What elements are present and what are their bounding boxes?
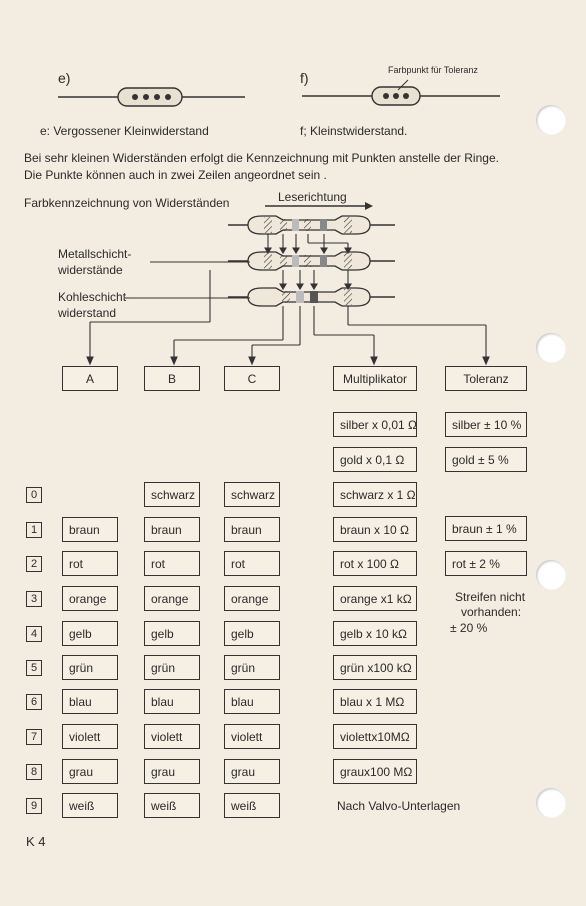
tol-gold: gold ± 5 % — [445, 447, 527, 472]
cell-a: grün — [62, 655, 118, 680]
digit-box: 9 — [26, 798, 42, 814]
digit-box: 4 — [26, 626, 42, 642]
digit-box: 2 — [26, 556, 42, 572]
cell-a: weiß — [62, 793, 118, 818]
streifen-line-3: ± 20 % — [450, 621, 488, 635]
tol-silber: silber ± 10 % — [445, 412, 527, 437]
carbon-resistor — [228, 288, 395, 306]
metall-label-1: Metallschicht- — [58, 247, 132, 261]
cell-mult: blau x 1 MΩ — [333, 689, 417, 714]
header-c: C — [224, 366, 280, 391]
cell-a: rot — [62, 551, 118, 576]
small-resistor-f — [302, 80, 500, 105]
cell-mult: braun x 10 Ω — [333, 517, 417, 542]
cell-b: rot — [144, 551, 200, 576]
small-resistor-e — [58, 88, 245, 106]
cell-a: orange — [62, 586, 118, 611]
paragraph-line-2: Die Punkte können auch in zwei Zeilen angeordnet sein . — [24, 168, 327, 182]
page-label: K 4 — [26, 834, 46, 849]
farbpunkt-label: Farbpunkt für Toleranz — [388, 65, 478, 75]
metall-label-2: widerstände — [58, 263, 123, 277]
mult-silber: silber x 0,01 Ω — [333, 412, 417, 437]
source-note: Nach Valvo-Unterlagen — [337, 799, 461, 813]
metal-resistor-2 — [228, 252, 395, 270]
cell-mult: graux100 MΩ — [333, 759, 417, 784]
header-toleranz: Toleranz — [445, 366, 527, 391]
cell-c: violett — [224, 724, 280, 749]
cell-b: braun — [144, 517, 200, 542]
cell-b: weiß — [144, 793, 200, 818]
digit-box: 1 — [26, 522, 42, 538]
cell-mult: orange x1 kΩ — [333, 586, 417, 611]
cell-a: blau — [62, 689, 118, 714]
cell-b: grün — [144, 655, 200, 680]
digit-box: 0 — [26, 487, 42, 503]
mult-gold: gold x 0,1 Ω — [333, 447, 417, 472]
cell-mult: violettx10MΩ — [333, 724, 417, 749]
cell-c: grün — [224, 655, 280, 680]
cell-c: braun — [224, 517, 280, 542]
cell-c: grau — [224, 759, 280, 784]
metal-resistor-1 — [228, 216, 395, 234]
paragraph-line-1: Bei sehr kleinen Widerständen erfolgt die Kennzeichnung mit Punkten anstelle der Ringe. — [24, 151, 499, 165]
digit-box: 8 — [26, 764, 42, 780]
leserichtung-label: Leserichtung — [278, 190, 347, 204]
digit-box: 6 — [26, 694, 42, 710]
label-f: f) — [300, 70, 309, 86]
cell-mult: gelb x 10 kΩ — [333, 621, 417, 646]
cell-mult: schwarz x 1 Ω — [333, 482, 417, 507]
cell-a: grau — [62, 759, 118, 784]
cell-c: rot — [224, 551, 280, 576]
cell-b: gelb — [144, 621, 200, 646]
kohle-label-1: Kohleschicht- — [58, 290, 131, 304]
streifen-line-2: vorhanden: — [461, 605, 522, 619]
header-b: B — [144, 366, 200, 391]
cell-b: schwarz — [144, 482, 200, 507]
cell-c: blau — [224, 689, 280, 714]
cell-b: grau — [144, 759, 200, 784]
connector-lines — [87, 270, 489, 364]
cell-c: weiß — [224, 793, 280, 818]
cell-mult: rot x 100 Ω — [333, 551, 417, 576]
digit-box: 7 — [26, 729, 42, 745]
diagram-title: Farbkennzeichnung von Widerständen — [24, 196, 230, 210]
kohle-label-2: widerstand — [58, 306, 117, 320]
cell-a: violett — [62, 724, 118, 749]
cell-b: violett — [144, 724, 200, 749]
cell-mult: grün x100 kΩ — [333, 655, 417, 680]
cell-a: braun — [62, 517, 118, 542]
cell-b: orange — [144, 586, 200, 611]
digit-box: 3 — [26, 591, 42, 607]
header-a: A — [62, 366, 118, 391]
digit-box: 5 — [26, 660, 42, 676]
label-e: e) — [58, 70, 71, 86]
tol-rot: rot ± 2 % — [445, 551, 527, 576]
cell-c: gelb — [224, 621, 280, 646]
header-multiplikator: Multiplikator — [333, 366, 417, 391]
cell-c: orange — [224, 586, 280, 611]
tol-braun: braun ± 1 % — [445, 516, 527, 541]
cell-b: blau — [144, 689, 200, 714]
streifen-line-1: Streifen nicht — [455, 590, 526, 604]
cell-c: schwarz — [224, 482, 280, 507]
cell-a: gelb — [62, 621, 118, 646]
caption-e: e: Vergossener Kleinwiderstand — [40, 124, 209, 138]
caption-f: f; Kleinstwiderstand. — [300, 124, 408, 138]
